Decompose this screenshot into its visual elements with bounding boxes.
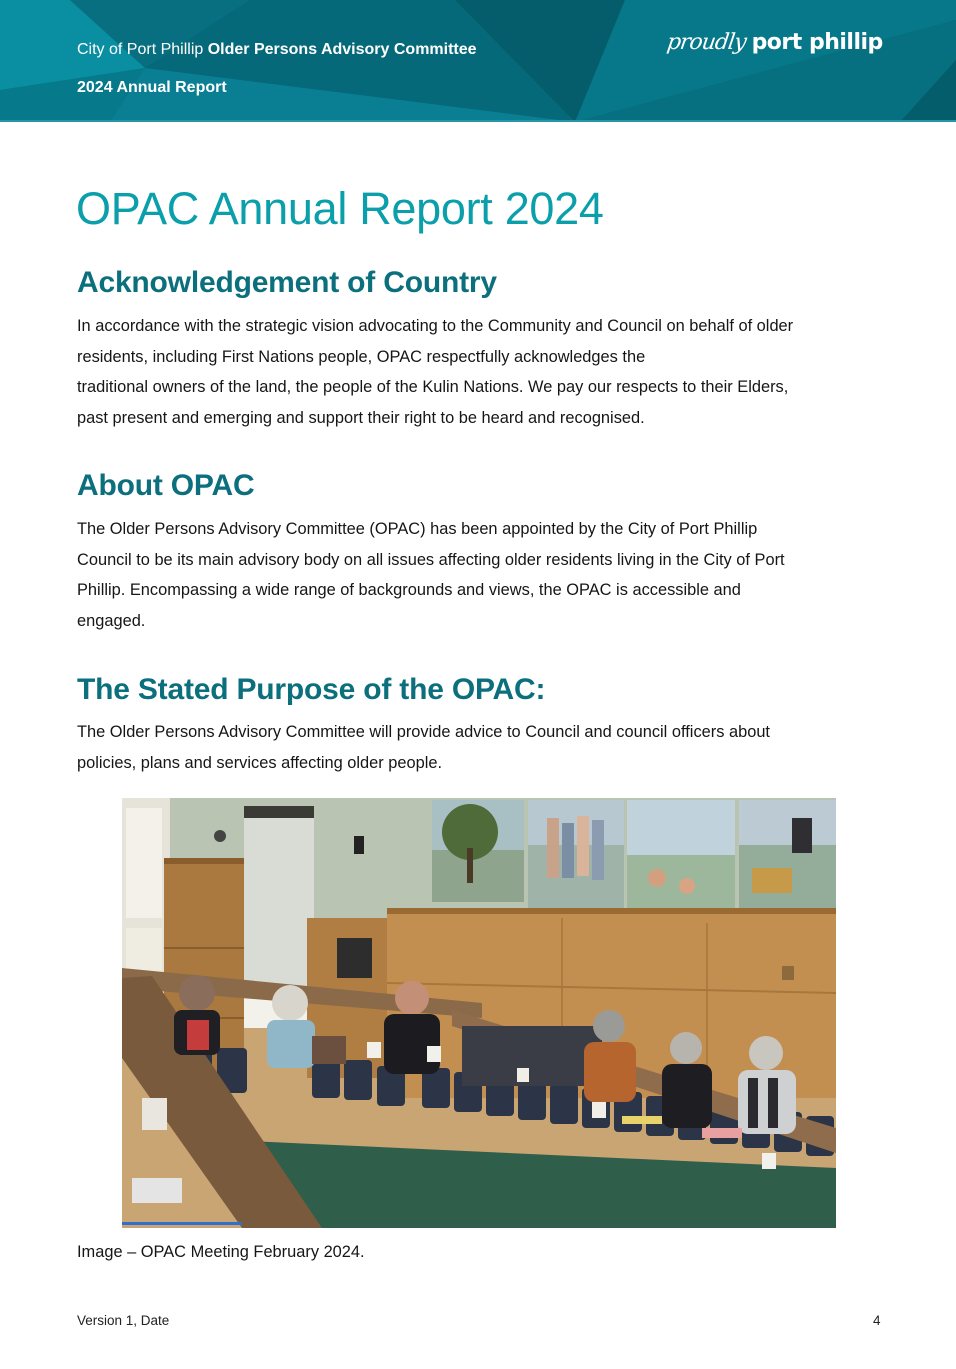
paragraph-stated-purpose (77, 717, 897, 778)
meeting-room-illustration (122, 798, 836, 1228)
paragraph-line: In accordance with the strategic vision advocating to the Community and Council on behalf of older (77, 317, 794, 335)
header-committee-name: Older Persons Advisory Committee (207, 41, 477, 58)
paragraph-line: Council to be its main advisory body on all issues affecting older residents living in the City of Port (77, 550, 785, 569)
logo-brand-word: port phillip (751, 30, 883, 55)
heading-stated-purpose: The Stated Purpose of the OPAC: (77, 673, 546, 706)
header-geometric-background (0, 0, 956, 122)
paragraph-line: engaged. (77, 611, 146, 630)
footer-page-number: 4 (873, 1313, 881, 1328)
paragraph-line: The Older Persons Advisory Committee will provide advice to Council and council officers about (77, 723, 770, 741)
paragraph-line: Phillip. Encompassing a wide range of backgrounds and views, the OPAC is accessible and (77, 581, 741, 600)
paragraph-line: past present and emerging and support their right to be heard and recognised. (77, 408, 645, 427)
paragraph-about-opac (77, 514, 897, 636)
heading-about-opac: About OPAC (77, 469, 255, 502)
footer-version: Version 1, Date (77, 1313, 170, 1328)
photo-caption: Image – OPAC Meeting February 2024. (77, 1243, 365, 1261)
paragraph-line: policies, plans and services affecting older people. (77, 753, 443, 772)
header-org-prefix: City of Port Phillip (77, 41, 204, 58)
header-banner (0, 0, 956, 122)
page-title: OPAC Annual Report 2024 (76, 183, 604, 234)
header-report-label: 2024 Annual Report (77, 79, 227, 96)
header-bottom-rule (0, 120, 956, 122)
proudly-port-phillip-logo (667, 30, 883, 55)
logo-script-word: proudly (665, 30, 748, 55)
paragraph-line: residents, including First Nations people, OPAC respectfully acknowledges the (77, 347, 646, 366)
heading-acknowledgement-of-country: Acknowledgement of Country (77, 266, 497, 299)
paragraph-line: The Older Persons Advisory Committee (OPAC) has been appointed by the City of Port Phillip (77, 520, 758, 538)
header-committee-line (77, 41, 477, 59)
paragraph-acknowledgement (77, 311, 897, 433)
paragraph-line: traditional owners of the land, the people of the Kulin Nations. We pay our respects to their Elders, (77, 378, 789, 397)
opac-meeting-photo (122, 798, 836, 1228)
